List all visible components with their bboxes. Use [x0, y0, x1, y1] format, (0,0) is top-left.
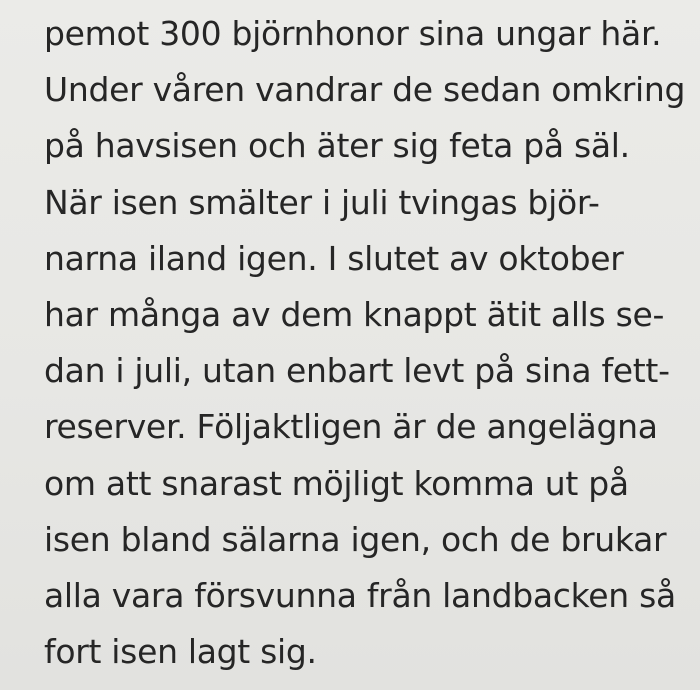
- body-paragraph: [44, 6, 684, 680]
- text-line: pemot 300 björnhonor sina ungar här.: [44, 14, 662, 53]
- text-line: När isen smälter i juli tvingas björ-: [44, 182, 600, 222]
- text-line: reserver. Följaktligen är de angelägna: [44, 407, 658, 447]
- text-line: har många av dem knappt ätit alls se-: [44, 295, 665, 335]
- text-line: isen bland sälarna igen, och de brukar: [44, 519, 667, 559]
- text-line: dan i juli, utan enbart levt på sina fett-: [44, 351, 670, 391]
- text-line: på havsisen och äter sig feta på säl.: [44, 126, 630, 166]
- text-line: Under våren vandrar de sedan omkring: [44, 70, 686, 110]
- text-line: alla vara försvunna från landbacken så: [44, 576, 676, 616]
- text-line: fort isen lagt sig.: [44, 632, 317, 672]
- text-line: narna iland igen. I slutet av oktober: [44, 238, 624, 278]
- text-line: om att snarast möjligt komma ut på: [44, 463, 629, 503]
